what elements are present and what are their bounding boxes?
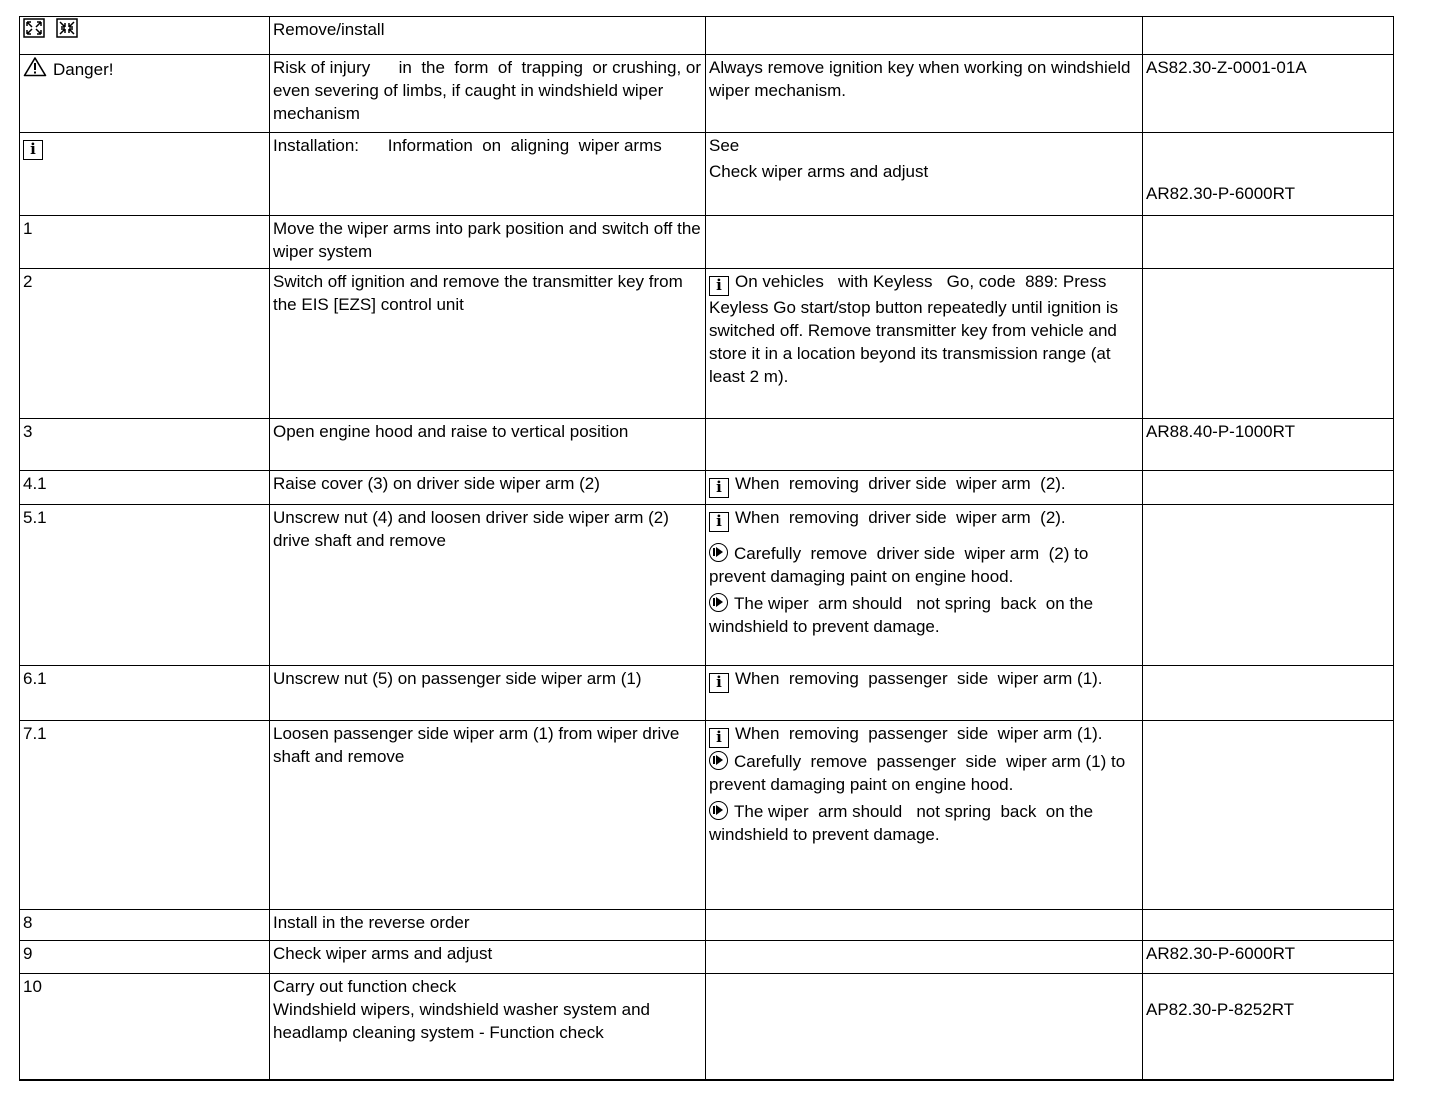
reference-cell	[1143, 17, 1394, 55]
step-cell: 4.1	[20, 471, 270, 505]
note-text: When removing passenger side wiper arm (1).	[735, 669, 1103, 688]
reference-cell	[1143, 133, 1394, 216]
table-row	[20, 471, 1394, 505]
step-cell	[20, 55, 270, 133]
caution-icon	[709, 801, 728, 820]
table-row	[20, 216, 1394, 269]
note-cell	[706, 974, 1143, 1080]
action-cell: Open engine hood and raise to vertical position	[270, 419, 706, 471]
installation-text: Information on aligning wiper arms	[387, 136, 662, 155]
caution-icon	[709, 593, 728, 612]
action-cell: Unscrew nut (5) on passenger side wiper arm (1)	[270, 666, 706, 721]
info-icon: i	[709, 673, 729, 693]
table-row	[20, 269, 1394, 419]
step-cell: 9	[20, 941, 270, 974]
table-row	[20, 505, 1394, 666]
table-row	[20, 17, 1394, 55]
table-row	[20, 974, 1394, 1080]
reference-cell	[1143, 974, 1394, 1080]
step-cell: 8	[20, 910, 270, 941]
reference-cell	[1143, 941, 1394, 974]
step-cell: 1	[20, 216, 270, 269]
action-cell: Raise cover (3) on driver side wiper arm (2)	[270, 471, 706, 505]
step-cell: 5.1	[20, 505, 270, 666]
action-cell: Unscrew nut (4) and loosen driver side wiper arm (2) drive shaft and remove	[270, 505, 706, 666]
reference-cell	[1143, 216, 1394, 269]
info-icon: i	[709, 478, 729, 498]
note-text: When removing passenger side wiper arm (1).	[735, 724, 1103, 743]
action-cell: Check wiper arms and adjust	[270, 941, 706, 974]
note-text: When removing driver side wiper arm (2).	[735, 508, 1066, 527]
reference-cell	[1143, 471, 1394, 505]
reference-cell	[1143, 666, 1394, 721]
action-cell	[270, 133, 706, 216]
step-cell: 3	[20, 419, 270, 471]
table-row	[20, 419, 1394, 471]
step-cell: 10	[20, 974, 270, 1080]
info-icon: i	[23, 140, 43, 160]
action-cell: Install in the reverse order	[270, 910, 706, 941]
note-cell	[706, 910, 1143, 941]
note-cell: Always remove ignition key when working on windshield wiper mechanism.	[706, 55, 1143, 133]
note-cell	[706, 505, 1143, 666]
note-text: Carefully remove driver side wiper arm (2) to prevent damaging paint on engine hood.	[709, 544, 1094, 586]
note-cell	[706, 133, 1143, 216]
info-icon: i	[709, 728, 729, 748]
note-text: Carefully remove passenger side wiper arm (1) to prevent damaging paint on engine hood.	[709, 752, 1130, 794]
see-link[interactable]: Check wiper arms and adjust	[709, 162, 929, 181]
step-cell: 7.1	[20, 721, 270, 910]
table-row	[20, 666, 1394, 721]
table-row	[20, 55, 1394, 133]
see-label: See	[709, 136, 740, 155]
note-text: When removing driver side wiper arm (2).	[735, 474, 1066, 493]
table-row	[20, 941, 1394, 974]
compress-icon	[56, 18, 78, 38]
danger-label: Danger!	[53, 60, 114, 79]
function-check-label: Carry out function check	[273, 977, 457, 996]
step-cell: 6.1	[20, 666, 270, 721]
reference-link[interactable]: AR88.40-P-1000RT	[1146, 422, 1295, 441]
action-cell: Move the wiper arms into park position and switch off the wiper system	[270, 216, 706, 269]
action-cell	[270, 974, 706, 1080]
warning-icon	[23, 56, 47, 77]
step-cell	[20, 133, 270, 216]
note-text: The wiper arm should not spring back on the windshield to prevent damage.	[709, 594, 1098, 636]
reference-link[interactable]: AR82.30-P-6000RT	[1146, 944, 1295, 963]
caution-icon	[709, 543, 728, 562]
reference-cell: AS82.30-Z-0001-01A	[1143, 55, 1394, 133]
reference-cell	[1143, 269, 1394, 419]
function-check-link[interactable]: Windshield wipers, windshield washer system and headlamp cleaning system - Function check	[273, 1000, 650, 1042]
note-cell	[706, 17, 1143, 55]
table-row	[20, 910, 1394, 941]
action-cell: Switch off ignition and remove the transmitter key from the EIS [EZS] control unit	[270, 269, 706, 419]
reference-link[interactable]: AP82.30-P-8252RT	[1146, 1000, 1295, 1019]
installation-label: Installation:	[273, 136, 359, 155]
note-cell	[706, 216, 1143, 269]
step-cell: 2	[20, 269, 270, 419]
table-row	[20, 133, 1394, 216]
note-text: On vehicles with Keyless Go, code 889: Press Keyless Go start/stop button repeatedly until ignition is switched off. Remove transmitter key from vehicle and store it in a location beyond its transmission range (at least 2 m).	[709, 272, 1123, 386]
note-cell	[706, 269, 1143, 419]
reference-cell	[1143, 721, 1394, 910]
note-cell	[706, 721, 1143, 910]
note-cell	[706, 941, 1143, 974]
note-cell	[706, 419, 1143, 471]
note-text: The wiper arm should not spring back on the windshield to prevent damage.	[709, 802, 1098, 844]
info-icon: i	[709, 512, 729, 532]
expand-icon	[23, 18, 45, 38]
reference-cell	[1143, 505, 1394, 666]
action-cell: Risk of injury in the form of trapping or crushing, or even severing of limbs, if caught in windshield wiper mechanism	[270, 55, 706, 133]
action-cell: Remove/install	[270, 17, 706, 55]
reference-link[interactable]: AR82.30-P-6000RT	[1146, 184, 1295, 203]
reference-cell	[1143, 910, 1394, 941]
reference-cell	[1143, 419, 1394, 471]
note-cell	[706, 666, 1143, 721]
procedure-table	[19, 16, 1394, 1081]
info-icon: i	[709, 276, 729, 296]
table-row	[20, 721, 1394, 910]
caution-icon	[709, 751, 728, 770]
step-cell	[20, 17, 270, 55]
action-cell: Loosen passenger side wiper arm (1) from wiper drive shaft and remove	[270, 721, 706, 910]
note-cell	[706, 471, 1143, 505]
